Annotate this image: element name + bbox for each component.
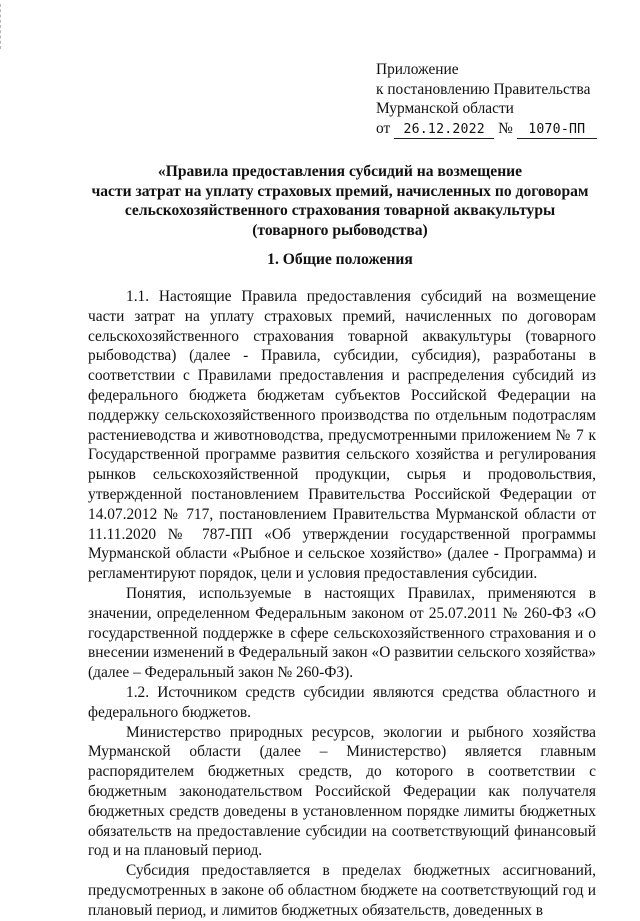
approval-number: 1070-ПП [517, 122, 597, 139]
approval-date: 26.12.2022 [394, 122, 494, 139]
paragraph-ministry: Министерство природных ресурсов, экологии и рыбного хозяйства Мурманской области (далее – Министерство) является главным распорядителем бюджетных средств, до которого в соответствии с бюджетным законодательством Российской Федерации как получателя бюджетных средств доведены в установленном порядке лимиты бюджетных обязательств на предоставление субсидии на соответствующий финансовый год и на плановый период. [88, 723, 596, 860]
title-line-1: «Правила предоставления субсидий на возмещение [157, 163, 523, 180]
approval-block [376, 60, 597, 139]
document-body [88, 287, 596, 921]
section-heading: 1. Общие положения [267, 251, 413, 268]
approval-line-1: Приложение [376, 61, 459, 78]
date-prefix: от [376, 119, 391, 137]
title-line-3: сельскохозяйственного страхования товарной аквакультуры [124, 202, 556, 219]
title-line-4: (товарного рыбоводства) [252, 221, 428, 239]
approval-line-2: к постановлению Правительства [376, 80, 591, 98]
number-prefix: № [498, 119, 513, 137]
title-line-2: части затрат на уплату страховых премий, начисленных по договорам [91, 182, 589, 200]
approval-line-3: Мурманской области [376, 100, 514, 117]
paragraph-subsidy-limits: Субсидия предоставляется в пределах бюджетных ассигнований, предусмотренных в законе об областном бюджете на соответствующий год и плановый период, и лимитов бюджетных обязательств, доведенных в [88, 862, 596, 919]
document-title [80, 162, 600, 240]
approval-date-line [376, 119, 597, 139]
paragraph-1-1: 1.1. Настоящие Правила предоставления субсидий на возмещение части затрат на уплату страховых премий, начисленных по договорам сельскохозяйственного страхования товарной аквакультуры (товарного рыбоводства) (далее - Правила, субсидии, субсидия), разработаны в соответствии с Правилами предоставления и распределения субсидий из федерального бюджета бюджетам субъектов Российской Федерации на поддержку сельскохозяйственного производства по отдельным подотраслям растениеводства и животноводства, предусмотренными приложением № 7 к Государственной программе развития сельского хозяйства и регулирования рынков сельскохозяйственной продукции, сырья и продовольствия, утвержденной постановлением Правительства Российской Федерации от 14.07.2012 № 717, постановлением Правительства Мурманской области от 11.11.2020 № 787-ПП «Об утверждении государственной программы Мурманской области «Рыбное и сельское хозяйство» (далее - Программа) и регламентируют порядок, цели и условия предоставления субсидии. [88, 288, 596, 583]
paragraph-definitions: Понятия, используемые в настоящих Правилах, применяются в значении, определенном Федеральным законом от 25.07.2011 № 260-ФЗ «О государственной поддержке в сфере сельскохозяйственного страхования и о внесении изменений в Федеральный закон «О развитии сельского хозяйства» (далее – Федеральный закон № 260-ФЗ). [88, 584, 596, 682]
scan-edge-marks [0, 4, 4, 49]
paragraph-1-2: 1.2. Источником средств субсидии являются средства областного и федерального бюджетов. [88, 683, 596, 721]
